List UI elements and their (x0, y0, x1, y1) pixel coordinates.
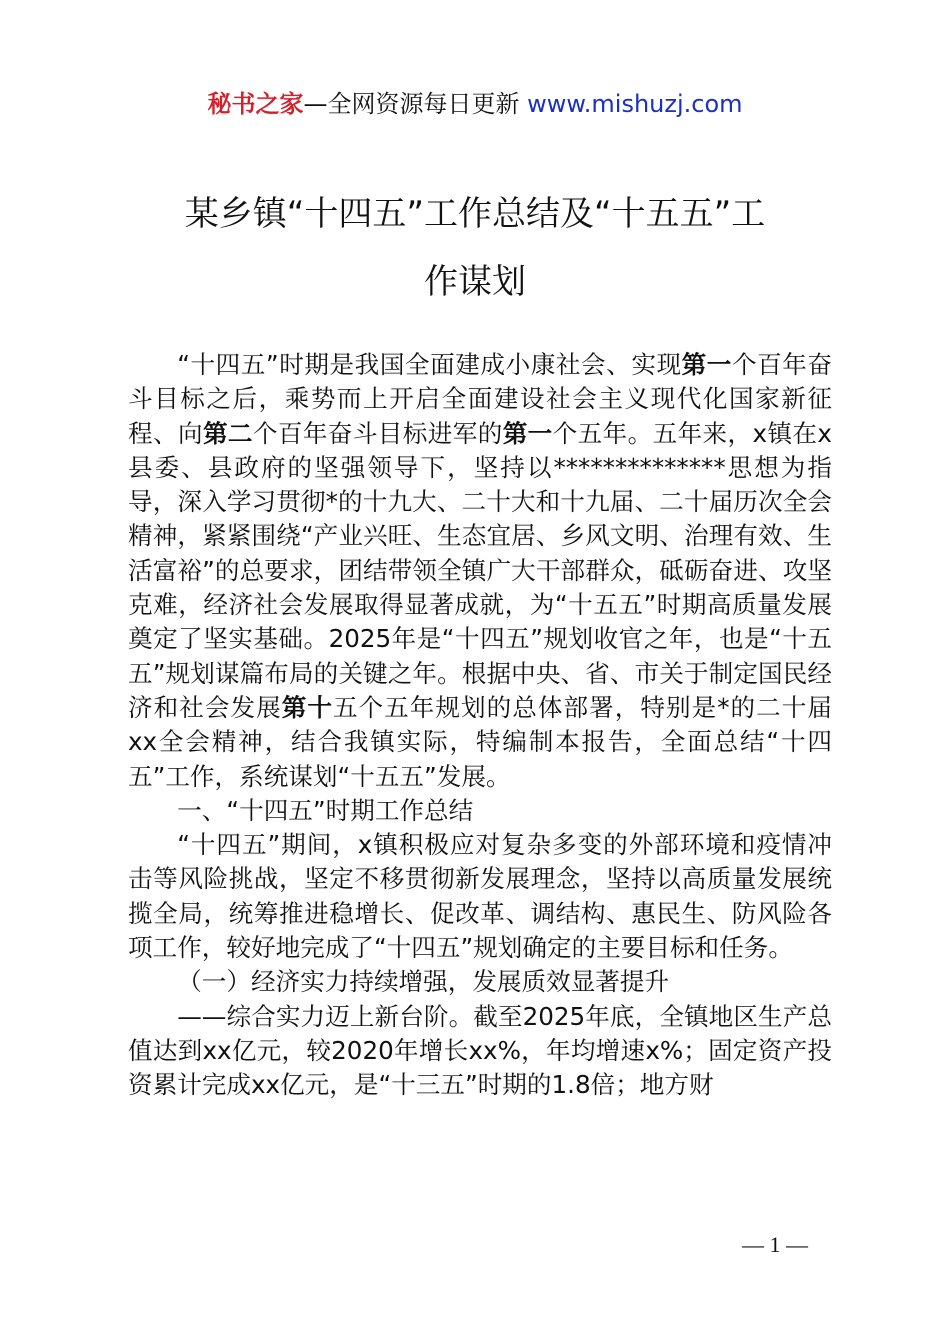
intro-text-2: 个百年奋斗目标之后，乘势而上开启全面建设社会主义现代化国家新征程、向 (128, 350, 832, 448)
section-heading-1: 一、“十四五”时期工作总结 (177, 795, 474, 825)
intro-paragraph (128, 348, 832, 794)
intro-text-1: “十四五”时期是我国全面建成小康社会、实现 (177, 350, 682, 379)
intro-bold-2: 第二 (202, 418, 253, 448)
economy-paragraph: ——综合实力迈上新台阶。截至2025年底，全镇地区生产总值达到xx亿元，较2020年增长xx%，年均增速x%；固定资产投资累计完成xx亿元，是“十三五”时期的1.8倍；地方财 (128, 1001, 832, 1100)
intro-bold-4: 第十 (281, 692, 333, 722)
intro-bold-3: 第一 (502, 418, 553, 448)
document-body (128, 348, 832, 1103)
site-url[interactable]: www.mishuzj.com (527, 90, 743, 118)
title-line-1: 某乡镇“十四五”工作总结及“十五五”工 (184, 194, 766, 234)
page-number: — 1 — (742, 1232, 808, 1257)
document-title (0, 180, 950, 316)
intro-bold-1: 第一 (681, 350, 732, 379)
intro-text-4: 个五年。五年来，x镇在x县委、县政府的坚强领导下，坚持以**************思想为指导，深入学习贯彻*的十九大、二十大和十九届、二十届历次全会精神，紧紧围绕“产业兴旺、生态宜居、乡风文明、治理有效、生活富裕”的总要求，团结带领全镇广大干部群众，砥砺奋进、攻坚克难，经济社会发展取得显著成就，为“十五五”时期高质量发展奠定了坚实基础。2025年是“十四五”规划收官之年，也是“十五五”规划谋篇布局的关键之年。根据中央、省、市关于制定国民经济和社会发展 (128, 418, 832, 722)
title-line-2: 作谋划 (424, 262, 526, 302)
site-tagline: —全网资源每日更新 (303, 90, 528, 118)
subsection-heading-1: （一）经济实力持续增强，发展质效显著提升 (177, 967, 670, 997)
site-brand: 秘书之家 (207, 90, 304, 118)
intro-text-3: 个百年奋斗目标进军的 (252, 418, 503, 448)
summary-paragraph: “十四五”期间，x镇积极应对复杂多变的外部环境和疫情冲击等风险挑战，坚定不移贯彻新发展理念，坚持以高质量发展统揽全局，统筹推进稳增长、促改革、调结构、惠民生、防风险各项工作，较好地完成了“十四五”规划确定的主要目标和任务。 (128, 830, 832, 963)
site-header (0, 86, 950, 122)
intro-text-5: 五个五年规划的总体部署，特别是*的二十届xx全会精神，结合我镇实际，特编制本报告，全面总结“十四五”工作，系统谋划“十五五”发展。 (128, 692, 832, 791)
